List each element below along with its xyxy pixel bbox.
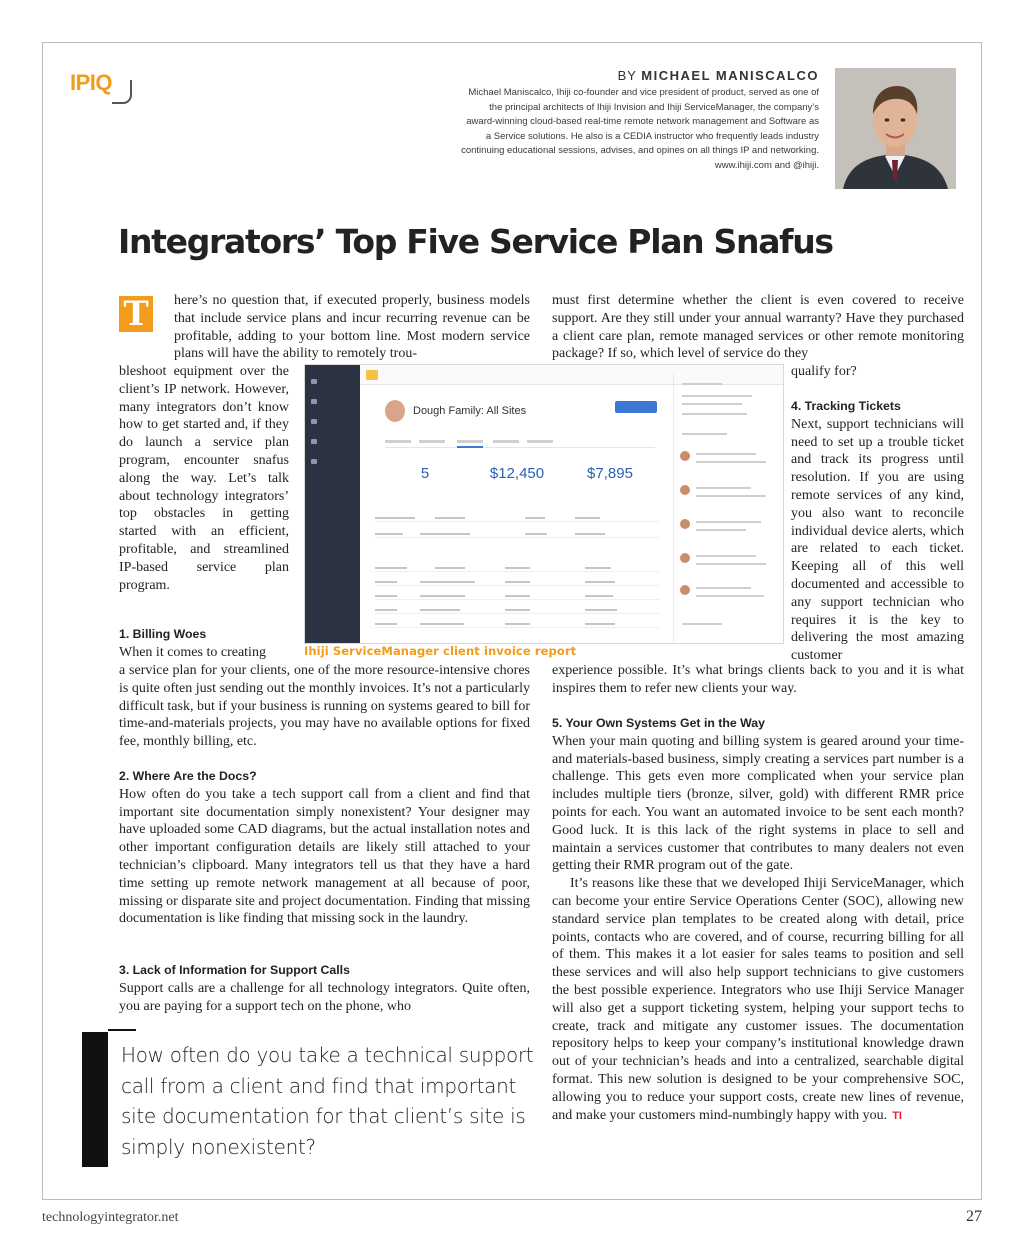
heading-where-are-docs: 2. Where Are the Docs? (119, 769, 257, 783)
author-name: MICHAEL MANISCALCO (641, 68, 819, 83)
heading-billing-woes: 1. Billing Woes (119, 627, 207, 641)
page-number: 27 (966, 1208, 982, 1225)
billing-woes-paragraph: a service plan for your clients, one of the more resource-intensive chores is quite often just sending out the monthly invoices. It’s not a particularly difficult task, but if your business is running on systems geared to bill for time-and-materials projects, you may have no available options for fixed fee, monthly billing, etc. (119, 663, 530, 750)
activity-avatar (680, 485, 690, 495)
table-row (375, 607, 660, 614)
author-photo (835, 68, 956, 189)
table-row (375, 579, 660, 586)
servicemanager-screenshot (304, 364, 784, 644)
figure-caption: Ihiji ServiceManager client invoice report (304, 644, 582, 658)
billing-icon (311, 419, 317, 424)
section-2 (119, 768, 530, 928)
stat-value: $12,450 (489, 465, 545, 482)
account-title: Dough Family: All Sites (413, 405, 527, 417)
stat-value: 5 (420, 465, 430, 482)
app-logo-icon (366, 370, 378, 380)
activity-avatar (680, 553, 690, 563)
pullquote: How often do you take a technical support call from a client and find that important site documentation for that client’s site is simply nonexistent? (121, 1043, 534, 1159)
section-logo: IPIQ (70, 70, 113, 95)
intro-paragraph-wrap: bleshoot equipment over the client’s IP network. However, many integrators don’t know how to get started and, if they do launch a service plan program, encounter snafus along the way. Let’s talk about technology integrators’ top obstacles in getting started with an efficient, profitable, and streamlined IP-based service plan program. (119, 364, 289, 593)
byline (459, 68, 819, 174)
table-row (375, 565, 660, 572)
sidebar-item (305, 371, 360, 391)
stat-collected (477, 465, 557, 482)
tab (385, 440, 411, 443)
client-tabs (385, 440, 655, 448)
activity-avatar (680, 451, 690, 461)
table-row (375, 515, 660, 522)
stat-value: $7,895 (587, 465, 633, 482)
stat-projected (570, 465, 650, 482)
tab-active-underline (457, 446, 483, 448)
sidebar-item (305, 391, 360, 411)
tab (527, 440, 553, 443)
heading-lack-of-information: 3. Lack of Information for Support Calls (119, 963, 350, 977)
activity-panel (673, 373, 783, 643)
section-3 (119, 962, 530, 1015)
heading-tracking-tickets: 4. Tracking Tickets (791, 399, 901, 413)
drop-cap: T (119, 296, 153, 332)
section-4 (791, 398, 964, 665)
client-avatar (385, 400, 405, 422)
pullquote-bar (82, 1032, 108, 1167)
by-label: BY (617, 68, 637, 83)
app-sidebar (305, 365, 360, 643)
intro-paragraph-start (174, 292, 530, 363)
tracking-tickets-paragraph: experience possible. It’s what brings clients back to you and it is what inspires them to refer new clients your way. (552, 663, 964, 696)
qualify-line: qualify for? (791, 364, 857, 379)
billing-woes-wrap: When it comes to creating (119, 644, 266, 660)
author-bio: Michael Maniscalco, Ihiji co-founder and vice president of product, served as one of the principal architects of Ihiji Invision and Ihiji ServiceManager, the company’s award-winning cloud-based real-time remote network management and Software as a Service solutions. He also is a CEDIA instructor who frequently leads industry continuing educational sessions, advises, and opines on all things IP and networking. www.ihiji.com and @ihiji. (461, 87, 819, 171)
heading-own-systems: 5. Your Own Systems Get in the Way (552, 716, 765, 730)
clients-icon (311, 399, 317, 404)
support-calls-paragraph: Support calls are a challenge for all technology integrators. Quite often, you are paying for a support tech on the phone, who (119, 980, 530, 1014)
own-systems-paragraph: When your main quoting and billing system is geared around your time- and materials-based business, simply creating a services part number is a challenge. This gets even more complicated when your service plan includes multiple tiers (bronze, silver, gold) with different RMR price points for each. You want an automated invoice to be sent each month? Good luck. It is this lack of the right systems in place to sell and maintain a services customer that contributes to many dealers not even getting their RMR program out of the gate. (552, 733, 964, 874)
sidebar-item (305, 451, 360, 471)
activity-avatar (680, 519, 690, 529)
sidebar-item (305, 431, 360, 451)
dashboard-icon (311, 379, 317, 384)
end-mark: TI (892, 1109, 902, 1122)
edit-button (615, 401, 657, 413)
table-row (375, 531, 660, 538)
sidebar-item (305, 411, 360, 431)
footer-website: technologyintegrator.net (42, 1210, 179, 1225)
logo-bracket-icon (112, 80, 132, 104)
table-row (375, 593, 660, 600)
table-row (375, 621, 660, 628)
tab (457, 440, 483, 443)
article-title: Integrators’ Top Five Service Plan Snafus (118, 222, 833, 261)
conclusion-text: It’s reasons like these that we developed Ihiji ServiceManager, which can become your entire Service Operations Center (SOC), allowing new standard service plan templates to be created along with detail, price points, contacts who are covered, and of course, recurring billing for all of them. This makes it a lot easier for sales teams to position and sell these services and will also help support technicians to give customers the best possible experience. Integrators who use Ihiji Service Manager will also get a support ticketing system, helping your support techs to create, track and mitigate any customer issues. The documentation repository helps to keep your company’s institutional knowledge drawn out of your technician’s heads and into a centralized, searchable digital format. This new solution is designed to be your comprehensive SOC, allowing you to reduce your support costs, create new lines of revenue, and make your customers mind-numbingly happy with you. (552, 876, 964, 1123)
account-icon (311, 459, 317, 464)
intro-text: here’s no question that, if executed properly, business models that include service plans and incur recurring revenue can be profitable, adding to your bottom line. Most modern service plans will have the ability to remotely trou- (174, 293, 530, 362)
activity-avatar (680, 585, 690, 595)
tab (493, 440, 519, 443)
byline-title (459, 68, 819, 83)
stat-active-plans (385, 465, 465, 482)
tickets-icon (311, 439, 317, 444)
section-5 (552, 715, 964, 1125)
pullquote-rule (108, 1029, 136, 1031)
tracking-tickets-wrap: Next, support technicians will need to set up a trouble ticket and track its progress until resolution. If you are using remote services of any kind, you also want to reconcile individual device alerts, which are related to each ticket. Keeping all of this well documented and accessible to any support technician who requires it is the key to delivering the most amazing customer (791, 416, 964, 664)
tab (419, 440, 445, 443)
conclusion-paragraph (552, 875, 964, 1125)
docs-paragraph: How often do you take a tech support call from a client and find that important site documentation simply nonexistent? Your designer may have uploaded some CAD diagrams, but the actual installation notes and other important configuration details are likely still attached to your technician’s clipboard. Many integrators tell us that they have a hard time setting up remote network management at all because of poor, missing or disparate site and project documentation. Finding that missing documentation is like finding that missing sock in the laundry. (119, 786, 530, 927)
support-coverage-paragraph: must first determine whether the client is even covered to receive support. Are they still under your annual warranty? Have they purchased a client care plan, remote managed services or other remote monitoring package? If so, which level of service do they (552, 293, 964, 362)
section-1 (119, 626, 289, 662)
